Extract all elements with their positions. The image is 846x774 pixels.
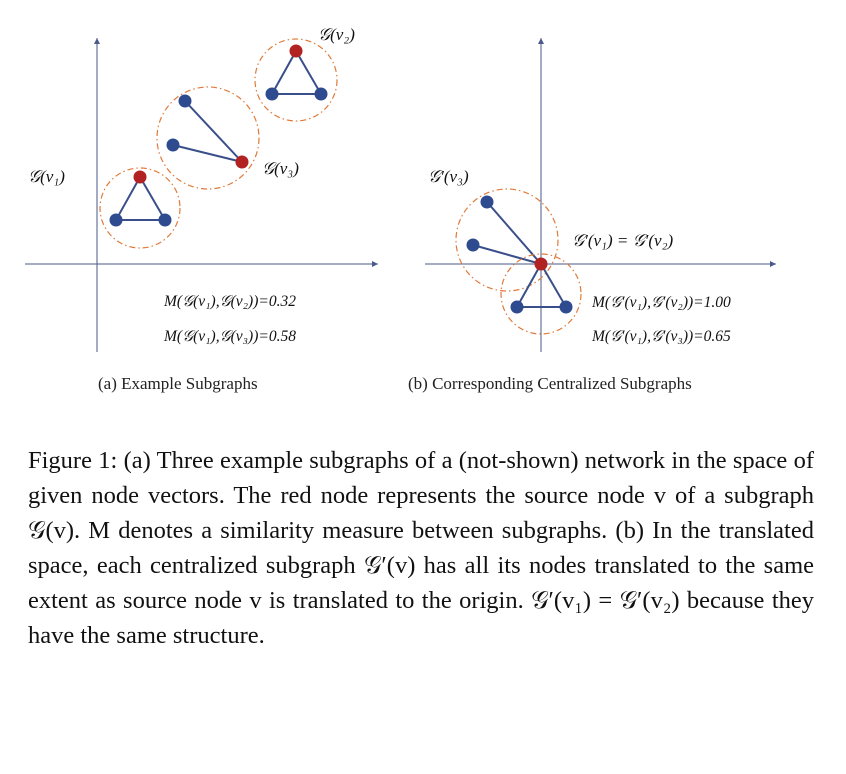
node — [110, 214, 123, 227]
source-node — [236, 156, 249, 169]
source-node — [290, 45, 303, 58]
subgraph-boundary — [157, 87, 259, 189]
panel-b-subgraph-v3 — [456, 189, 558, 291]
node — [315, 88, 328, 101]
node — [467, 239, 480, 252]
measure-a-1: M(𝒢(v₁),𝒢(v₂))=0.32 — [164, 293, 296, 310]
label-g-v1: 𝒢(v₁) — [28, 167, 65, 186]
node — [511, 301, 524, 314]
subcaption-a: (a) Example Subgraphs — [98, 374, 258, 393]
panel-a-subgraph-v3 — [157, 87, 259, 189]
label-gprime-v1-eq-v2: 𝒢′(v₁) = 𝒢′(v₂) — [572, 231, 674, 250]
node — [481, 196, 494, 209]
subcaption-b: (b) Corresponding Centralized Subgraphs — [408, 374, 692, 393]
source-node — [134, 171, 147, 184]
label-g-v3: 𝒢(v₃) — [262, 159, 299, 178]
measure-b-2: M(𝒢′(v₁),𝒢′(v₃))=0.65 — [592, 328, 731, 345]
label-gprime-v3: 𝒢′(v₃) — [428, 167, 469, 186]
figure-caption: Figure 1: (a) Three example subgraphs of a (not-shown) network in the space of given node vectors. The red node represents the source node v of a subgraph 𝒢(v). M denotes a similarity measure between subgraphs. (b) In the translated space, each centralized subgraph 𝒢′(v) has all its nodes translated to the same extent as source node v is translated to the origin. 𝒢′(v₁) = 𝒢′(v₂) because they have the same structure. — [28, 447, 814, 649]
panel-a-subgraph-v2 — [255, 39, 337, 121]
source-node — [535, 258, 548, 271]
label-g-v2: 𝒢(v₂) — [318, 25, 355, 44]
node — [266, 88, 279, 101]
node — [179, 95, 192, 108]
node — [167, 139, 180, 152]
node — [560, 301, 573, 314]
node — [159, 214, 172, 227]
panel-a-subgraph-v1 — [100, 168, 180, 248]
measure-a-2: M(𝒢(v₁),𝒢(v₃))=0.58 — [164, 328, 296, 345]
measure-b-1: M(𝒢′(v₁),𝒢′(v₂))=1.00 — [592, 294, 731, 311]
